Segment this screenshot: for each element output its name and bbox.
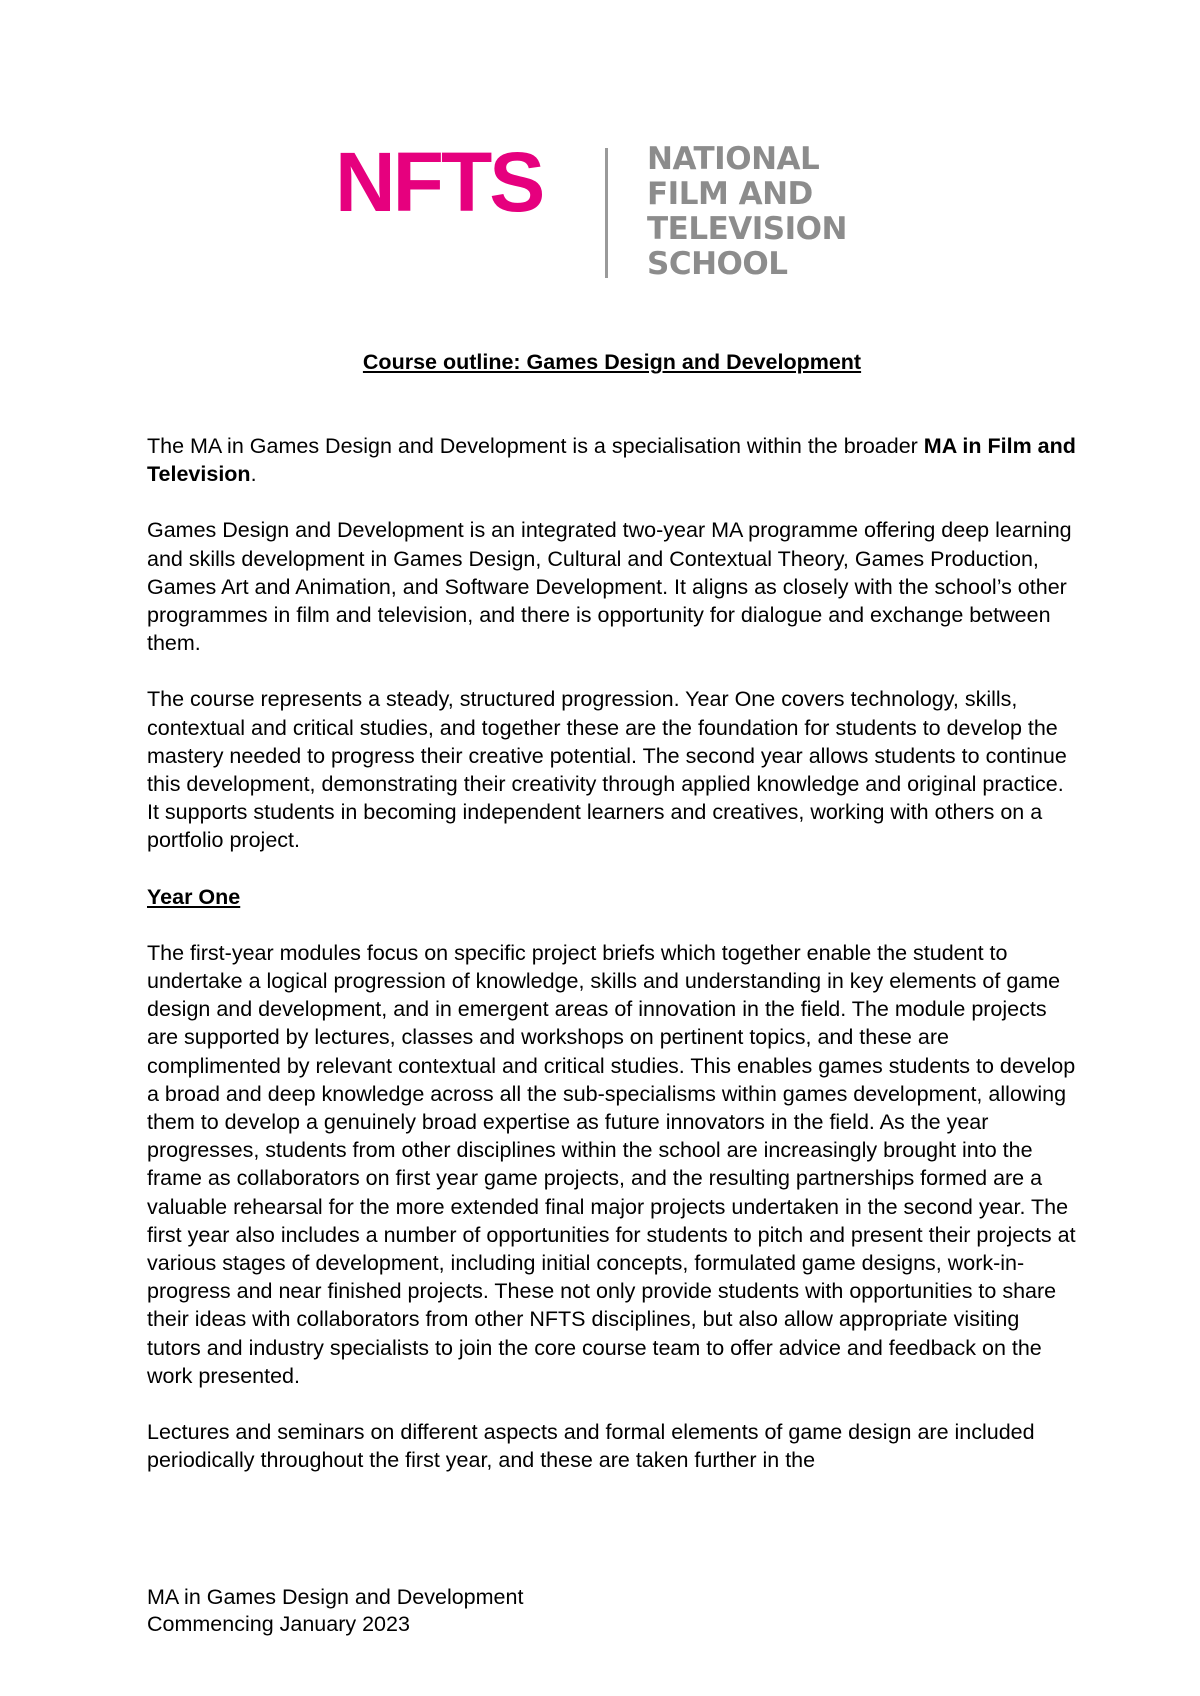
document-title: Course outline: Games Design and Development [362,350,862,374]
logo-name-line: NATIONAL [647,141,820,177]
intro-text: The MA in Games Design and Development is a specialisation within the broader [147,434,924,458]
intro-end: . [250,462,257,487]
intro-bold-programme: MA in Film and Television [147,434,1076,487]
logo-name-line: TELEVISION [647,211,847,247]
footer-start-date: Commencing January 2023 [147,1612,410,1636]
intro-paragraph [147,432,1077,488]
document-body [147,348,1077,1475]
logo-divider [605,148,608,278]
lectures-paragraph: Lectures and seminars on different aspects and formal elements of game design are included periodically throughout the first year, and these are taken further in the [147,1420,1035,1473]
logo-name-line: FILM AND [647,176,813,212]
progression-paragraph: The course represents a steady, structured progression. Year One covers technology, skills, contextual and critical studies, and together these are the foundation for students to develop the mastery needed to progress their creative potential. The second year allows students to continue this development, demonstrating their creativity through applied knowledge and original practice. It supports students in becoming independent learners and creatives, working with others on a portfolio project. [147,687,1067,853]
page-footer [147,1584,523,1638]
footer-course-name: MA in Games Design and Development [147,1585,524,1609]
nfts-logo [335,135,875,290]
overview-paragraph: Games Design and Development is an integrated two-year MA programme offering deep learning and skills development in Games Design, Cultural and Contextual Theory, Games Production, Games Art and Animation, and Software Development. It aligns as closely with the school’s other programmes in film and television, and there is opportunity for dialogue and exchange between them. [147,518,1072,656]
year-one-paragraph: The first-year modules focus on specific project briefs which together enable the student to undertake a logical progression of knowledge, skills and understanding in key elements of game design and development, and in emergent areas of innovation in the field. The module projects are supported by lectures, classes and workshops on pertinent topics, and these are complimented by relevant contextual and critical studies. This enables games students to develop a broad and deep knowledge across all the sub-specialisms within games development, allowing them to develop a genuinely broad expertise as future innovators in the field. As the year progresses, students from other disciplines within the school are increasingly brought into the frame as collaborators on first year game projects, and the resulting partnerships formed are a valuable rehearsal for the more extended final major projects undertaken in the second year. The first year also includes a number of opportunities for students to pitch and present their projects at various stages of development, including initial concepts, formulated game designs, work-in-progress and near finished projects. These not only provide students with opportunities to share their ideas with collaborators from other NFTS disciplines, but also allow appropriate visiting tutors and industry specialists to join the core course team to offer advice and feedback on the work presented. [147,940,1076,1388]
logo-name-line: SCHOOL [647,246,788,282]
logo-mark: NFTS [335,135,543,229]
logo-school-name [647,142,847,282]
year-one-heading: Year One [147,884,241,909]
